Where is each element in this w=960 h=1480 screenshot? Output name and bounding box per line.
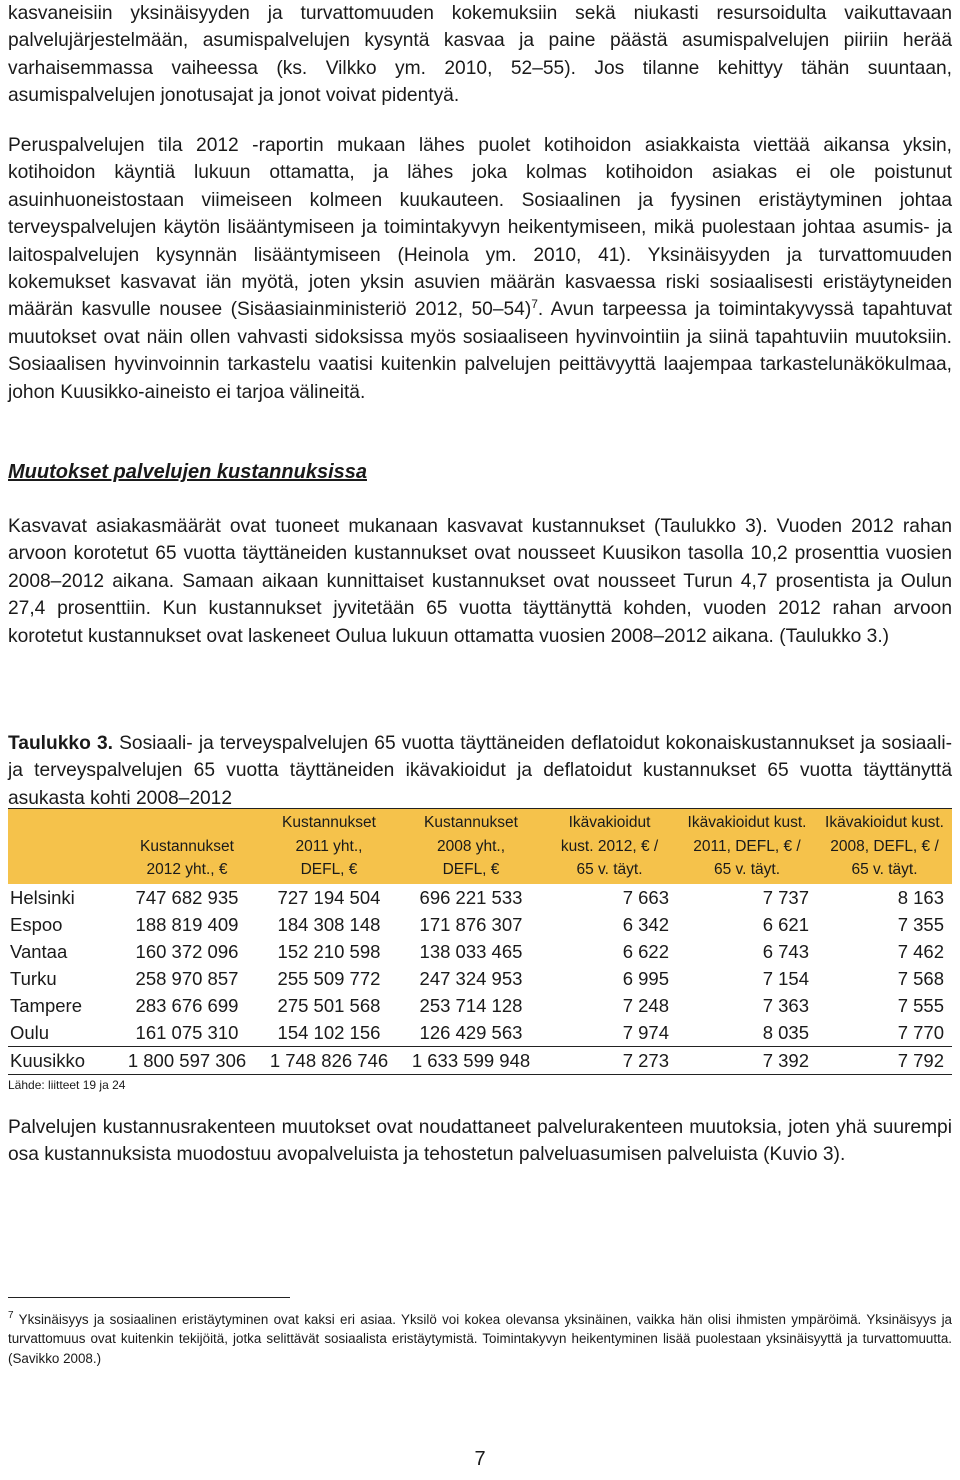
table-row: [8, 992, 952, 1019]
table-caption: [8, 730, 952, 812]
table-cell: 7 363: [762, 994, 809, 1016]
table-cell: 1 633 599 948: [400, 1046, 542, 1074]
row-label: Tampere: [10, 994, 82, 1016]
table-cell: 8 163: [897, 886, 944, 908]
table-cell: 171 876 307: [419, 913, 523, 935]
column-header: Kustannukset 2011 yht., DEFL, €: [258, 809, 400, 884]
footnote-text: Yksinäisyys ja sosiaalinen eristäytyminen ovat kaksi eri asiaa. Yksilö voi kokea olevansa yksinäinen, vaikka hän olisi ihmisten ympäröimä. Yksinäisyys ja turvattomuus ovat kuitenkin tekijöitä, jotka selittävät sosiaalista eristäytymistä. Toimintakyvyn heikentyminen lisää puolestaan yksinäisyyttä ja turvattomuutta. (Savikko 2008.): [8, 1312, 952, 1366]
table-cell: 184 308 148: [277, 913, 381, 935]
table-cell: 6 342: [622, 913, 669, 935]
paragraph-1: kasvaneisiin yksinäisyyden ja turvattomuuden kokemuksiin sekä niukasti resursoidulta vaikuttavaan palvelujärjestelmään, asumispalvelujen kysyntä kasvaa ja paine päästä asumispalvelujen piiriin herää varhaisemmassa vaiheessa (ks. Vilkko ym. 2010, 52–55). Jos tilanne kehittyy tähän suuntaan, asumispalvelujen jonotusajat ja jonot voivat pidentyä.: [8, 3, 952, 107]
table-cell: 247 324 953: [419, 967, 523, 989]
table-cell: 138 033 465: [419, 940, 523, 962]
table-cell: 6 621: [762, 913, 809, 935]
cost-table: [8, 808, 952, 1075]
table-cell: 283 676 699: [135, 994, 239, 1016]
paragraph-4: Palvelujen kustannusrakenteen muutokset ovat noudattaneet palvelurakenteen muutoksia, joten yhä suurempi osa kustannuksista muodostuu avopalveluista ja tehostetun palveluasumisen palveluista (Kuvio 3).: [8, 1117, 952, 1166]
table-cell: 152 210 598: [277, 940, 381, 962]
table-cell: 1 748 826 746: [258, 1046, 400, 1074]
table-cell: 7 792: [817, 1046, 952, 1074]
table-caption-text: Sosiaali- ja terveyspalvelujen 65 vuotta täyttäneiden deflatoidut kokonaiskustannukset ja sosiaali- ja terveyspalvelujen 65 vuotta täyttäneiden ikävakioidut ja deflatoidut kustannukset 65 vuotta täyttänyttä asukasta kohti 2008–2012: [8, 733, 952, 809]
table-row: [8, 884, 952, 911]
table-cell: 7 974: [622, 1021, 669, 1043]
table-cell: 7 392: [677, 1046, 817, 1074]
table-row: [8, 911, 952, 938]
table-cell: 275 501 568: [277, 994, 381, 1016]
table-row-total: [8, 1046, 952, 1074]
table-cell: 8 035: [762, 1021, 809, 1043]
paragraph-2-part-b: . Avun tarpeessa ja toimintakyvyssä tapahtuvat muutokset ovat näin ollen vahvasti sidoksissa myös sosiaaliseen hyvinvointiin ja siinä tapahtuviin muutoksiin. Sosiaalisen hyvinvoinnin tarkastelu vaatisi kuitenkin palvelujen peittävyyttä laajempaa tarkastelunäkökulmaa, johon Kuusikko-aineisto ei tarjoa välineitä.: [8, 299, 952, 403]
table-cell: 160 372 096: [135, 940, 239, 962]
column-header: Kustannukset 2008 yht., DEFL, €: [400, 809, 542, 884]
table-cell: 253 714 128: [419, 994, 523, 1016]
row-label: Espoo: [10, 913, 63, 935]
table-cell: 7 462: [897, 940, 944, 962]
column-header: Ikävakioidut kust. 2012, € / 65 v. täyt.: [542, 809, 677, 884]
page-number: 7: [474, 1448, 486, 1470]
table-cell: 7 355: [897, 913, 944, 935]
table-cell: 1 800 597 306: [116, 1046, 258, 1074]
footnote-number: 7: [8, 1310, 14, 1321]
column-header: Ikävakioidut kust. 2011, DEFL, € / 65 v. täyt.: [677, 809, 817, 884]
table-cell: 188 819 409: [135, 913, 239, 935]
section-heading: Muutokset palvelujen kustannuksissa: [8, 461, 367, 483]
table-cell: 6 743: [762, 940, 809, 962]
table-cell: 7 555: [897, 994, 944, 1016]
column-header: Ikävakioidut kust. 2008, DEFL, € / 65 v. täyt.: [817, 809, 952, 884]
table-cell: 727 194 504: [277, 886, 381, 908]
row-label: Vantaa: [10, 940, 68, 962]
table-caption-label: Taulukko 3.: [8, 733, 113, 754]
table-cell: 255 509 772: [277, 967, 381, 989]
table-cell: 7 154: [762, 967, 809, 989]
table-cell: 154 102 156: [277, 1021, 381, 1043]
column-header: Kustannukset 2012 yht., €: [116, 809, 258, 884]
footnote-divider: [8, 1297, 290, 1298]
table-cell: 7 770: [897, 1021, 944, 1043]
table-cell: 7 568: [897, 967, 944, 989]
row-label: Turku: [10, 967, 57, 989]
table-cell: 6 995: [622, 967, 669, 989]
table-cell: 7 273: [542, 1046, 677, 1074]
paragraph-3: Kasvavat asiakasmäärät ovat tuoneet mukanaan kasvavat kustannukset (Taulukko 3). Vuoden 2012 rahan arvoon korotetut 65 vuotta täyttäneiden kustannukset ovat nousseet Kuusikon tasolla 10,2 prosenttia vuosien 2008–2012 aikana. Samaan aikaan kunnittaiset kustannukset ovat nousseet Turun 4,7 prosentista ja Oulun 27,4 prosenttiin. Kun kustannukset jyvitetään 65 vuotta täyttänyttä kohden, vuoden 2012 rahan arvoon korotetut kustannukset ovat laskeneet Oulua lukuun ottamatta vuosien 2008–2012 aikana. (Taulukko 3.): [8, 516, 952, 647]
table-cell: 126 429 563: [419, 1021, 523, 1043]
table-cell: 747 682 935: [135, 886, 239, 908]
paragraph-2: [8, 132, 952, 406]
table-container: [8, 808, 952, 1093]
table-cell: 696 221 533: [419, 886, 523, 908]
table-row: [8, 938, 952, 965]
footnote-reference: 7: [531, 297, 538, 312]
table-row: [8, 1019, 952, 1047]
table-source: Lähde: liitteet 19 ja 24: [8, 1077, 126, 1092]
table-row: [8, 965, 952, 992]
footnote: [8, 1310, 952, 1368]
table-header-row: [8, 809, 952, 884]
row-label: Oulu: [10, 1021, 50, 1043]
table-cell: 7 737: [762, 886, 809, 908]
paragraph-2-part-a: Peruspalvelujen tila 2012 -raportin mukaan lähes puolet kotihoidon asiakkaista viettää aikansa yksin, kotihoidon käyntiä lukuun ottamatta, ja lähes joka kolmas kotihoidon asiakas ei ole poistunut asuinhuoneistostaan viimeiseen kolmeen kuukauteen. Sosiaalinen ja fyysinen eristäytyminen johtaa terveyspalvelujen käytön lisääntymiseen ja toimintakyvyn heikentymiseen, mikä puolestaan johtaa asumis- ja laitospalvelujen kysynnän lisääntymiseen (Heinola ym. 2010, 41). Yksinäisyyden ja turvattomuuden kokemukset kasvavat iän myötä, joten yksin asuvien määrän kasvaessa riski sosiaalisesti eristäytyneiden määrän kasvulle nousee (Sisäasiainministeriö 2012, 50–54): [8, 135, 952, 321]
header-empty-cell: [8, 809, 116, 884]
table-cell: 7 248: [622, 994, 669, 1016]
table-cell: 7 663: [622, 886, 669, 908]
row-label: Kuusikko: [8, 1046, 116, 1074]
row-label: Helsinki: [10, 886, 75, 908]
table-cell: 161 075 310: [135, 1021, 239, 1043]
table-cell: 258 970 857: [135, 967, 239, 989]
table-cell: 6 622: [622, 940, 669, 962]
